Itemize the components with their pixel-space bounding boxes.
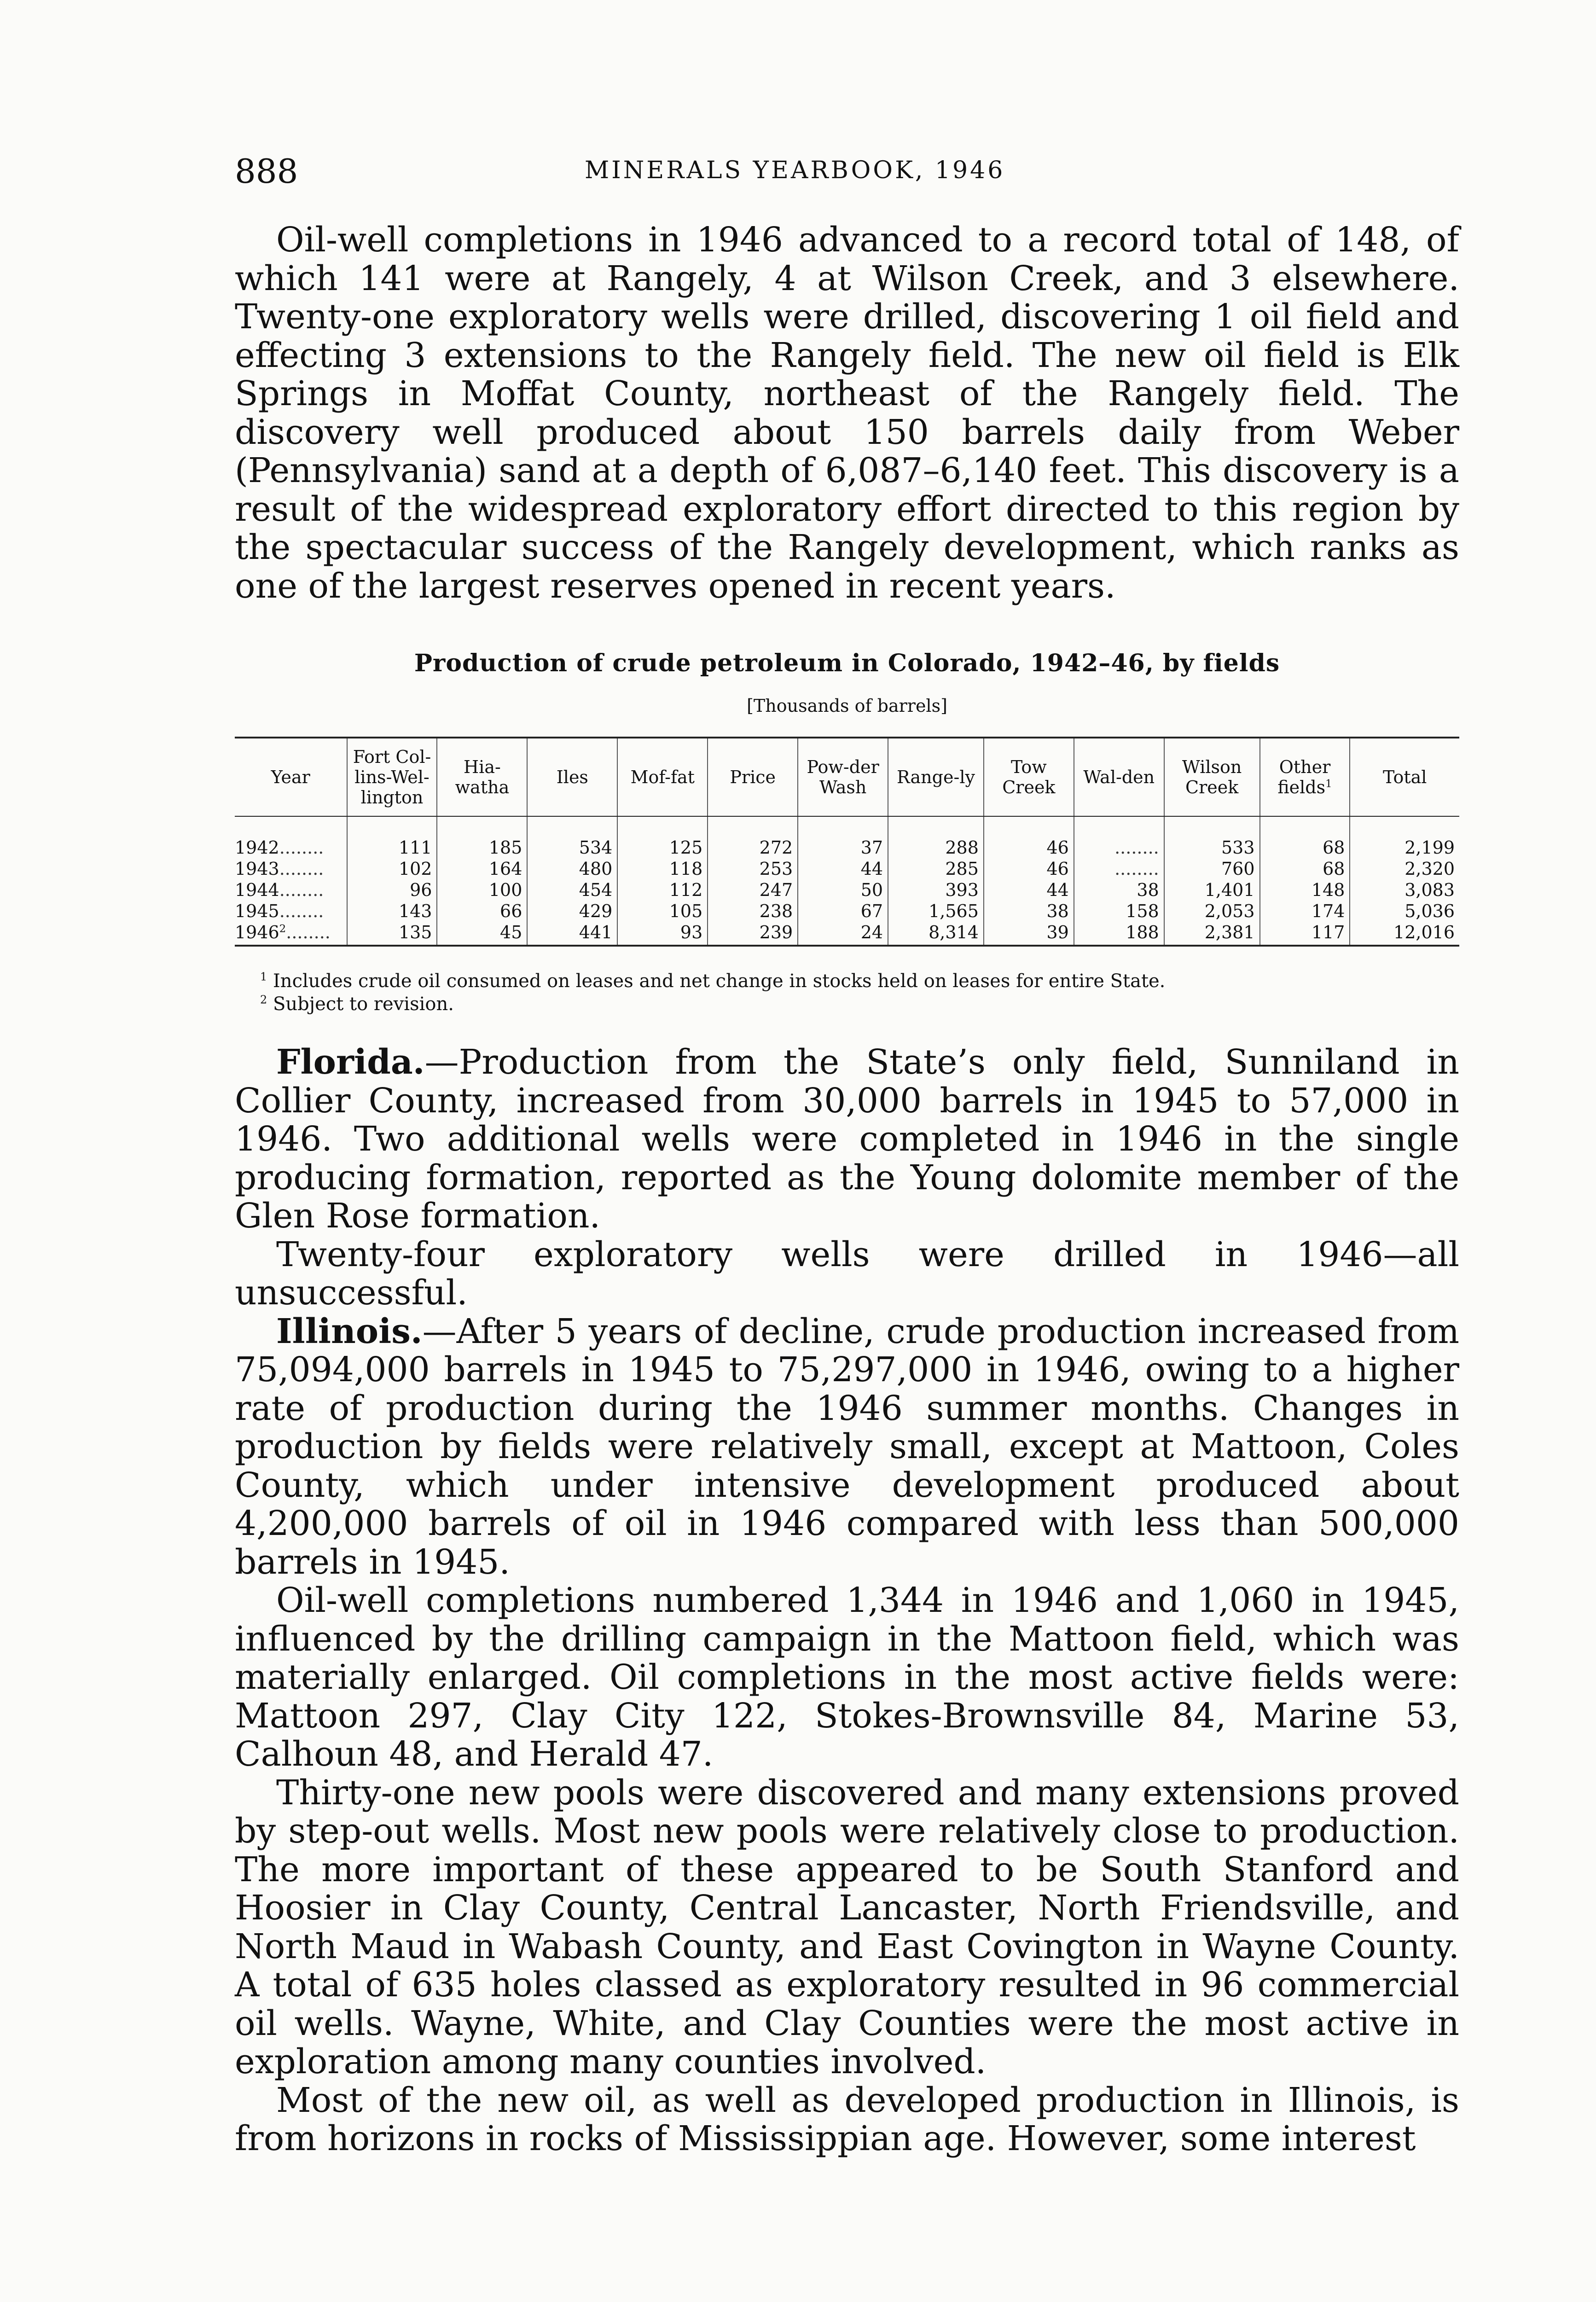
paragraph-florida-exploratory	[235, 1236, 1459, 1313]
column-header-other-fields	[1260, 738, 1350, 816]
table-cell: 2,320	[1350, 858, 1459, 879]
table-cell: 135	[347, 922, 437, 946]
table-cell: 253	[708, 858, 798, 879]
footnote	[260, 993, 1459, 1016]
year-cell	[235, 858, 347, 879]
table-cell: 480	[527, 858, 617, 879]
year-value: 1942	[235, 837, 279, 858]
table-cell: 288	[888, 816, 984, 858]
table-cell: 68	[1260, 816, 1350, 858]
table-cell: 164	[437, 858, 527, 879]
table-cell: 1,401	[1164, 879, 1260, 901]
table-cell: 429	[527, 901, 617, 922]
table-row	[235, 901, 1459, 922]
table-cell: 46	[984, 858, 1074, 879]
table-cell: 39	[984, 922, 1074, 946]
paragraph-text: Most of the new oil, as well as developed production in Illinois, is from horizons in rocks of Mississippian age. However, some interest	[235, 2080, 1459, 2158]
table-cell: 148	[1260, 879, 1350, 901]
table-subtitle: [Thousands of barrels]	[747, 696, 947, 716]
table-cell: 46	[984, 816, 1074, 858]
table-cell: 37	[798, 816, 888, 858]
table-cell: 174	[1260, 901, 1350, 922]
table-row	[235, 922, 1459, 946]
column-header-wilson-creek: Wilson Creek	[1164, 738, 1260, 816]
table-cell: 1,565	[888, 901, 984, 922]
table-title: Production of crude petroleum in Colorado, 1942–46, by fields	[414, 649, 1280, 677]
body-text-after-table	[235, 1043, 1459, 2158]
production-table	[235, 737, 1459, 947]
table-cell: 44	[798, 858, 888, 879]
year-value: 1946	[235, 922, 279, 942]
leader-dots: ........	[279, 901, 324, 921]
table-cell: 454	[527, 879, 617, 901]
footnote-text: Subject to revision.	[273, 994, 454, 1015]
year-value: 1945	[235, 901, 279, 921]
table-cell: 44	[984, 879, 1074, 901]
table-cell: 143	[347, 901, 437, 922]
table-cell: ........	[1074, 816, 1164, 858]
column-header-tow-creek: Tow Creek	[984, 738, 1074, 816]
leader-dots: ........	[279, 859, 324, 879]
table-cell: 24	[798, 922, 888, 946]
column-header-year: Year	[235, 738, 347, 816]
year-value: 1944	[235, 880, 279, 900]
section-heading-illinois: Illinois.	[276, 1311, 423, 1351]
table-cell: 102	[347, 858, 437, 879]
table-cell: 760	[1164, 858, 1260, 879]
table-cell: 111	[347, 816, 437, 858]
column-header-hiawatha: Hia-watha	[437, 738, 527, 816]
table-cell: 118	[617, 858, 708, 879]
table-cell: 158	[1074, 901, 1164, 922]
table-header-row	[235, 738, 1459, 816]
footnote-mark: 1	[260, 970, 267, 983]
table-row	[235, 816, 1459, 858]
table-cell: 238	[708, 901, 798, 922]
year-cell	[235, 922, 347, 946]
table-cell: 50	[798, 879, 888, 901]
paragraph-illinois-completions	[235, 1581, 1459, 1774]
table-cell: 239	[708, 922, 798, 946]
table-cell: 68	[1260, 858, 1350, 879]
table-cell: 45	[437, 922, 527, 946]
table-cell: 105	[617, 901, 708, 922]
table-cell: 534	[527, 816, 617, 858]
page-number: 888	[235, 152, 298, 191]
table-cell: 2,053	[1164, 901, 1260, 922]
paragraph-text: —Production from the State’s only field, Sunniland in Collier County, increased from 30,000 barrels in 1945 to 57,000 in 1946. Two additional wells were completed in 1946 in the single producing formation, reported as the Young dolomite member of the Glen Rose formation.	[235, 1042, 1459, 1236]
table-cell: 5,036	[1350, 901, 1459, 922]
table-cell: 38	[1074, 879, 1164, 901]
table-cell: 272	[708, 816, 798, 858]
year-cell	[235, 901, 347, 922]
footnote-text: Includes crude oil consumed on leases and net change in stocks held on leases for entire State.	[273, 971, 1166, 992]
paragraph-text: —After 5 years of decline, crude production increased from 75,094,000 barrels in 1945 to 75,297,000 in 1946, owing to a higher rate of production during the 1946 summer months. Changes in production by fields were relatively small, except at Mattoon, Coles County, which under intensive development produced about 4,200,000 barrels of oil in 1946 compared with less than 500,000 barrels in 1945.	[235, 1311, 1459, 1582]
table-cell: 2,381	[1164, 922, 1260, 946]
other-fields-label: Other fields	[1277, 757, 1331, 797]
table-cell: 185	[437, 816, 527, 858]
column-header-moffat: Mof-fat	[617, 738, 708, 816]
table-cell: ........	[1074, 858, 1164, 879]
column-header-total: Total	[1350, 738, 1459, 816]
table-cell: 125	[617, 816, 708, 858]
table-row	[235, 858, 1459, 879]
paragraph-text: Oil-well completions numbered 1,344 in 1946 and 1,060 in 1945, influenced by the drilling campaign in the Mattoon field, which was materially enlarged. Oil completions in the most active fields were: Mattoon 297, Clay City 122, Stokes-Brownsville 84, Marine 53, Calhoun 48, and Herald 47.	[235, 1581, 1459, 1774]
table-cell: 67	[798, 901, 888, 922]
year-cell	[235, 816, 347, 858]
paragraph-illinois	[235, 1313, 1459, 1582]
paragraph-text: Twenty-four exploratory wells were drilled in 1946—all unsuccessful.	[235, 1234, 1459, 1313]
table-cell: 2,199	[1350, 816, 1459, 858]
table-cell: 8,314	[888, 922, 984, 946]
table-cell: 96	[347, 879, 437, 901]
table-cell: 66	[437, 901, 527, 922]
column-header-iles: Iles	[527, 738, 617, 816]
paragraph-illinois-horizons	[235, 2081, 1459, 2158]
column-header-walden: Wal-den	[1074, 738, 1164, 816]
table-cell: 38	[984, 901, 1074, 922]
table-cell: 93	[617, 922, 708, 946]
table-row	[235, 879, 1459, 901]
footnote-ref: 1	[1325, 778, 1332, 790]
table-cell: 3,083	[1350, 879, 1459, 901]
table-cell: 247	[708, 879, 798, 901]
footnote-mark: 2	[260, 993, 267, 1006]
section-heading-florida: Florida.	[276, 1042, 425, 1082]
footnote	[260, 970, 1459, 993]
column-header-fort-collins-wellington: Fort Col-lins-Wel-lington	[347, 738, 437, 816]
table-cell: 188	[1074, 922, 1164, 946]
table-body	[235, 816, 1459, 946]
table-cell: 112	[617, 879, 708, 901]
table-cell: 393	[888, 879, 984, 901]
table-cell: 12,016	[1350, 922, 1459, 946]
paragraph-text: Thirty-one new pools were discovered and many extensions proved by step-out wells. Most new pools were relatively close to production. The more important of these appeared to be South Stanford and Hoosier in Clay County, Central Lancaster, North Friendsville, and North Maud in Wabash County, and East Covington in Wayne County. A total of 635 holes classed as exploratory resulted in 96 commercial oil wells. Wayne, White, and Clay Counties were the most active in exploration among many counties involved.	[235, 1773, 1459, 2081]
leader-dots: ........	[286, 922, 331, 942]
running-head	[235, 152, 1459, 203]
leader-dots: ........	[279, 837, 324, 858]
table-cell: 100	[437, 879, 527, 901]
year-value: 1943	[235, 859, 279, 879]
page	[235, 152, 1459, 2158]
column-header-price: Price	[708, 738, 798, 816]
paragraph-illinois-new-pools	[235, 1774, 1459, 2081]
running-title: MINERALS YEARBOOK, 1946	[585, 157, 1005, 184]
column-header-powder-wash: Pow-der Wash	[798, 738, 888, 816]
year-cell	[235, 879, 347, 901]
paragraph-florida	[235, 1043, 1459, 1236]
column-header-rangely: Range-ly	[888, 738, 984, 816]
table-cell: 533	[1164, 816, 1260, 858]
table-cell: 441	[527, 922, 617, 946]
leader-dots: ........	[279, 880, 324, 900]
paragraph-colorado-completions: Oil-well completions in 1946 advanced to a record total of 148, of which 141 were at Rangely, 4 at Wilson Creek, and 3 elsewhere. Twenty-one exploratory wells were drilled, discovering 1 oil field and effecting 3 extensions to the Rangely field. The new oil field is Elk Springs in Moffat County, northeast of the Rangely field. The discovery well produced about 150 barrels daily from Weber (Pennsylvania) sand at a depth of 6,087–6,140 feet. This discovery is a result of the widespread exploratory effort directed to this region by the spectacular success of the Rangely development, which ranks as one of the largest reserves opened in recent years.	[235, 220, 1459, 606]
table-cell: 285	[888, 858, 984, 879]
footnote-ref: 2	[279, 923, 286, 935]
table-footnotes	[260, 970, 1459, 1016]
table-cell: 117	[1260, 922, 1350, 946]
